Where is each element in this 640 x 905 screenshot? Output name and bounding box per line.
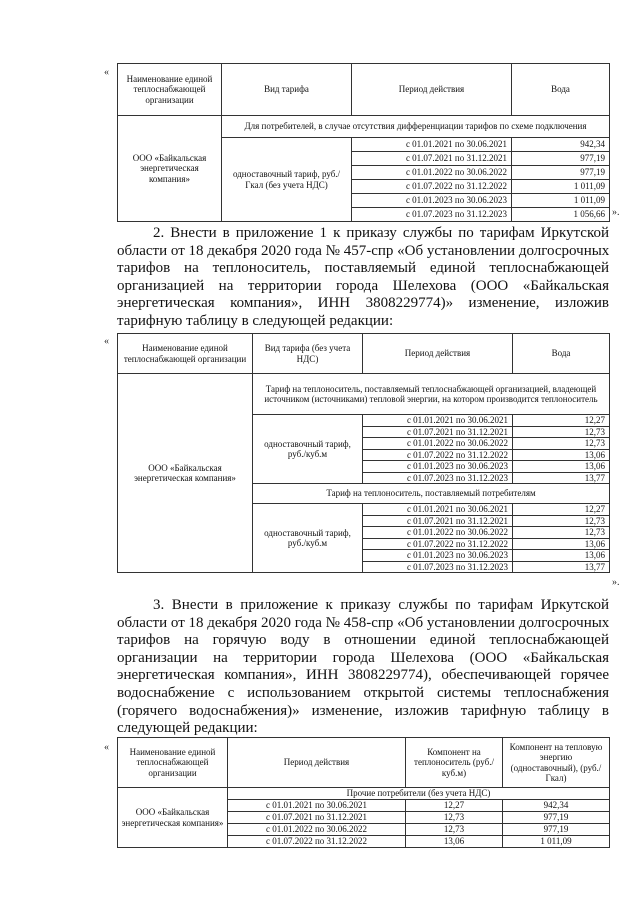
- table1: [117, 63, 610, 222]
- table1-group-header: Для потребителей, в случае отсутствия дифференциации тарифов по схеме подключения: [222, 116, 610, 138]
- table2-g1-value-2: 12,73: [513, 426, 610, 438]
- table2-g2-value-5: 13,06: [513, 550, 610, 562]
- table1-value-3: 977,19: [512, 166, 610, 180]
- table3-period-4: с 01.07.2022 по 31.12.2022: [228, 836, 406, 848]
- table2-g1-period-4: с 01.07.2022 по 31.12.2022: [363, 449, 513, 461]
- table2-open-quote: «: [104, 336, 109, 347]
- table1-period-1: с 01.01.2021 по 30.06.2021: [352, 138, 512, 152]
- table2-header-water: Вода: [513, 334, 610, 374]
- table2-g1-period-5: с 01.01.2023 по 30.06.2023: [363, 461, 513, 473]
- table3-carrier-2: 12,73: [406, 812, 503, 824]
- table3-header-row: [118, 738, 610, 788]
- table1-value-2: 977,19: [512, 152, 610, 166]
- table1-period-4: с 01.07.2022 по 31.12.2022: [352, 180, 512, 194]
- table3-period-2: с 01.07.2021 по 31.12.2021: [228, 812, 406, 824]
- table3-group-header: Прочие потребители (без учета НДС): [228, 788, 610, 800]
- table2-g1-value-5: 13,06: [513, 461, 610, 473]
- table2-g1-period-6: с 01.07.2023 по 31.12.2023: [363, 472, 513, 484]
- table1-period-2: с 01.07.2021 по 31.12.2021: [352, 152, 512, 166]
- paragraph-2-line: энергетическая компания», ИНН 3808229774)» изменение, изложив: [117, 295, 609, 312]
- table3-header-energy: Компонент на тепловую энергию (одноставочный), (руб./Гкал): [503, 738, 610, 788]
- table2-g1-period-1: с 01.01.2021 по 30.06.2021: [363, 415, 513, 427]
- paragraph-3: [117, 597, 609, 738]
- table3-energy-4: 1 011,09: [503, 836, 610, 848]
- table1-header-period: Период действия: [352, 64, 512, 116]
- paragraph-2: [117, 225, 609, 331]
- table2-group2-header: Тариф на теплоноситель, поставляемый потребителям: [253, 484, 610, 504]
- table2-g2-period-2: с 01.07.2021 по 31.12.2021: [363, 515, 513, 527]
- table2-g2-period-1: с 01.01.2021 по 30.06.2021: [363, 504, 513, 516]
- table2-g2-period-3: с 01.01.2022 по 30.06.2022: [363, 527, 513, 539]
- table1-period-5: с 01.01.2023 по 30.06.2023: [352, 194, 512, 208]
- table1-value-4: 1 011,09: [512, 180, 610, 194]
- table1-close-quote: ».: [612, 207, 620, 218]
- table3-carrier-1: 12,27: [406, 800, 503, 812]
- paragraph-3-line: области от 18 декабря 2020 года № 458-спр «Об установлении долгосрочных: [117, 614, 610, 631]
- table2-g1-value-6: 13,77: [513, 472, 610, 484]
- table3-org: ООО «Байкальская энергетическая компания»: [118, 788, 228, 848]
- table2: [117, 333, 610, 573]
- table3-period-1: с 01.01.2021 по 30.06.2021: [228, 800, 406, 812]
- table3-header-carrier: Компонент на теплоноситель (руб./куб.м): [406, 738, 503, 788]
- table1-header-row: [118, 64, 610, 116]
- paragraph-2-line: тарифную таблицу в следующей редакции:: [117, 312, 394, 329]
- table1-value-1: 942,34: [512, 138, 610, 152]
- paragraph-2-line: тарифов на теплоноситель, поставляемый единой теплоснабжающей: [117, 260, 609, 277]
- table2-g1-value-1: 12,27: [513, 415, 610, 427]
- table2-g2-value-1: 12,27: [513, 504, 610, 516]
- table2-g2-period-6: с 01.07.2023 по 31.12.2023: [363, 561, 513, 573]
- table2-header-row: [118, 334, 610, 374]
- table2-g1-value-4: 13,06: [513, 449, 610, 461]
- paragraph-3-line: 3. Внести в приложение к приказу службы по тарифам Иркутской: [153, 597, 609, 613]
- table1-value-5: 1 011,09: [512, 194, 610, 208]
- table1-period-3: с 01.01.2022 по 30.06.2022: [352, 166, 512, 180]
- paragraph-2-line: области от 18 декабря 2020 года № 457-спр «Об установлении долгосрочных: [117, 242, 610, 259]
- table3-period-3: с 01.01.2022 по 30.06.2022: [228, 824, 406, 836]
- table1-org: ООО «Байкальская энергетическая компания»: [118, 116, 222, 222]
- table3-energy-3: 977,19: [503, 824, 610, 836]
- table2-org: ООО «Байкальская энергетическая компания»: [118, 374, 253, 573]
- paragraph-3-line: водоснабжение с использованием открытой системы теплоснабжения: [117, 684, 609, 701]
- table1-open-quote: «: [104, 67, 109, 78]
- table2-g2-value-3: 12,73: [513, 527, 610, 539]
- table2-g2-value-2: 12,73: [513, 515, 610, 527]
- table1-tariff-type: одноставочный тариф, руб./Гкал (без учета НДС): [222, 138, 352, 222]
- table2-group2-type: одноставочный тариф, руб./куб.м: [253, 504, 363, 573]
- table1-value-6: 1 056,66: [512, 208, 610, 222]
- paragraph-3-line: энергетическая компания», ИНН 3808229774), обеспечивающей горячее: [117, 667, 609, 684]
- table2-g2-value-4: 13,06: [513, 538, 610, 550]
- table3-header-org: Наименование единой теплоснабжающей организации: [118, 738, 228, 788]
- table1-header-tariff: Вид тарифа: [222, 64, 352, 116]
- paragraph-3-line: (горячего водоснабжения)» изменение, изложив тарифную таблицу в: [117, 702, 609, 719]
- table2-g2-period-5: с 01.01.2023 по 30.06.2023: [363, 550, 513, 562]
- table2-g2-period-4: с 01.07.2022 по 31.12.2022: [363, 538, 513, 550]
- table2-group1-type: одноставочный тариф, руб./куб.м: [253, 415, 363, 484]
- table3-energy-1: 942,34: [503, 800, 610, 812]
- paragraph-2-line: 2. Внести в приложение 1 к приказу службы по тарифам Иркутской: [153, 225, 609, 241]
- table2-header-org: Наименование единой теплоснабжающей организации: [118, 334, 253, 374]
- table3-carrier-3: 12,73: [406, 824, 503, 836]
- table3-open-quote: «: [104, 742, 109, 753]
- paragraph-3-line: следующей редакции:: [117, 720, 258, 737]
- table2-header-tariff: Вид тарифа (без учета НДС): [253, 334, 363, 374]
- table3: [117, 737, 610, 848]
- paragraph-3-line: тарифов на горячую воду в отношении единой теплоснабжающей: [117, 632, 609, 649]
- table3-energy-2: 977,19: [503, 812, 610, 824]
- table1-header-water: Вода: [512, 64, 610, 116]
- paragraph-2-line: организацией на территории города Шелехова (ООО «Байкальская: [117, 277, 609, 294]
- table1-header-org: Наименование единой теплоснабжающей организации: [118, 64, 222, 116]
- table2-g1-value-3: 12,73: [513, 438, 610, 450]
- table2-group1-header: Тариф на теплоноситель, поставляемый теплоснабжающей организацией, владеющей источником (источниками) тепловой энергии, на котором производится теплоноситель: [253, 374, 610, 415]
- table2-g2-value-6: 13,77: [513, 561, 610, 573]
- table1-period-6: с 01.07.2023 по 31.12.2023: [352, 208, 512, 222]
- table3-header-period: Период действия: [228, 738, 406, 788]
- paragraph-3-line: организации на территории города Шелехова (ООО «Байкальская: [117, 649, 609, 666]
- table3-carrier-4: 13,06: [406, 836, 503, 848]
- table2-header-period: Период действия: [363, 334, 513, 374]
- table2-close-quote: ».: [612, 577, 620, 588]
- table2-g1-period-3: с 01.01.2022 по 30.06.2022: [363, 438, 513, 450]
- table2-g1-period-2: с 01.07.2021 по 31.12.2021: [363, 426, 513, 438]
